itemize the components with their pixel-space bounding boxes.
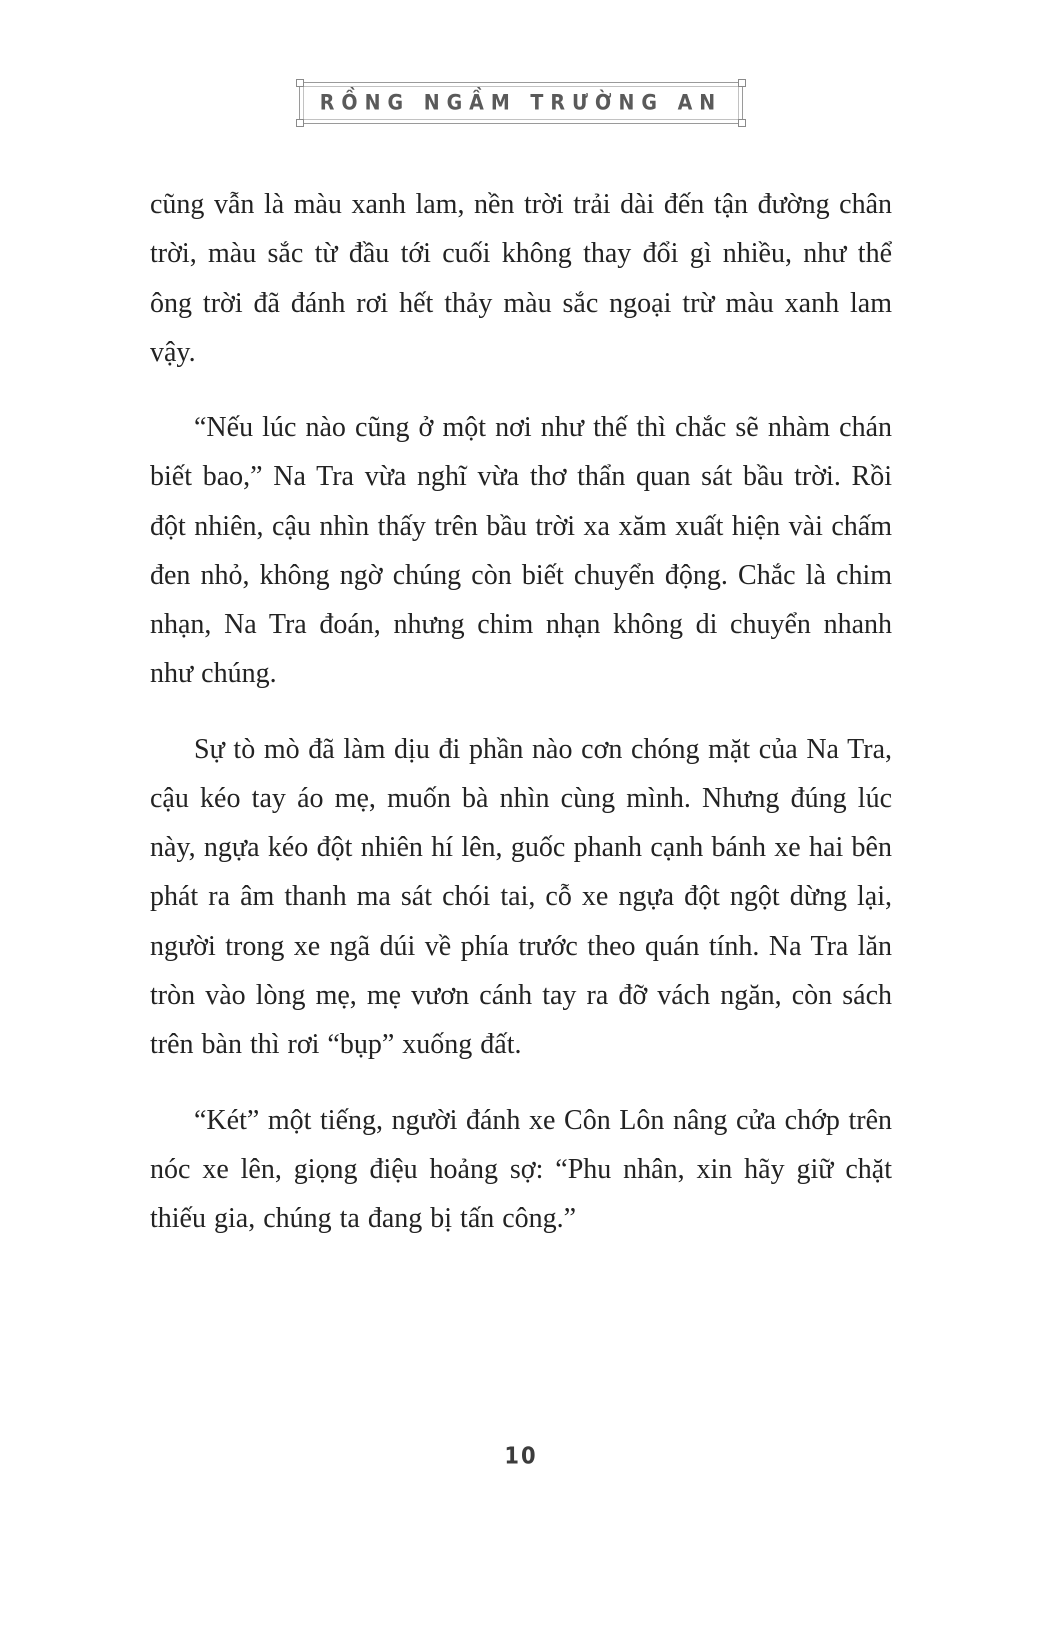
paragraph: cũng vẫn là màu xanh lam, nền trời trải dài đến tận đường chân trời, màu sắc từ đầu tới cuối không thay đổi gì nhiều, như thể ông trời đã đánh rơi hết thảy màu sắc ngoại trừ màu xanh lam vậy.	[150, 189, 892, 368]
paragraph: Sự tò mò đã làm dịu đi phần nào cơn chóng mặt của Na Tra, cậu kéo tay áo mẹ, muốn bà nhìn cùng mình. Nhưng đúng lúc này, ngựa kéo đột nhiên hí lên, guốc phanh cạnh bánh xe hai bên phát ra âm thanh ma sát chói tai, cỗ xe ngựa đột ngột dừng lại, người trong xe ngã dúi về phía trước theo quán tính. Na Tra lăn tròn vào lòng mẹ, mẹ vươn cánh tay ra đỡ vách ngăn, còn sách trên bàn thì rơi “bụp” xuống đất.	[150, 733, 892, 1061]
paragraph: “Két” một tiếng, người đánh xe Côn Lôn nâng cửa chớp trên nóc xe lên, giọng điệu hoảng sợ: “Phu nhân, xin hãy giữ chặt thiếu gia, chúng ta đang bị tấn công.”	[150, 1104, 892, 1235]
frame-corner-icon	[738, 79, 746, 87]
frame-corner-icon	[738, 119, 746, 127]
book-title: RỒNG NGẦM TRƯỜNG AN	[319, 90, 723, 116]
page-body	[150, 180, 892, 1243]
paragraph: “Nếu lúc nào cũng ở một nơi như thế thì chắc sẽ nhàm chán biết bao,” Na Tra vừa nghĩ vừa thơ thẩn quan sát bầu trời. Rồi đột nhiên, cậu nhìn thấy trên bầu trời xa xăm xuất hiện vài chấm đen nhỏ, không ngờ chúng còn biết chuyển động. Chắc là chim nhạn, Na Tra đoán, nhưng chim nhạn không di chuyển nhanh như chúng.	[150, 412, 892, 690]
title-frame	[299, 82, 743, 124]
frame-corner-icon	[296, 79, 304, 87]
page-number: 10	[504, 1442, 538, 1470]
page-header	[150, 82, 892, 124]
frame-corner-icon	[296, 119, 304, 127]
page-footer	[150, 1410, 892, 1468]
